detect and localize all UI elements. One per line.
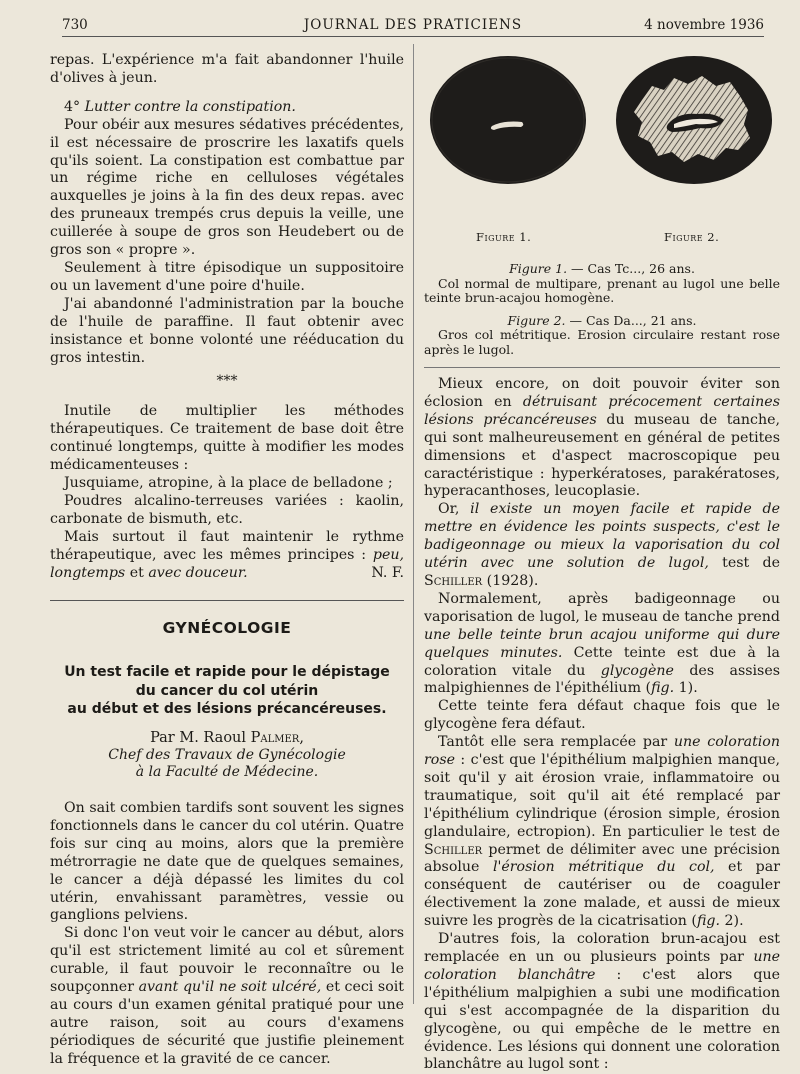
paragraph: Seulement à titre épisodique un suppositoire ou un lavement d'une poire d'huile. <box>50 259 404 294</box>
paragraph: Inutile de multiplier les méthodes thérapeutiques. Ce traitement de base doit être continué longtemps, quitte à modifier les modes médicamenteuses : <box>50 403 404 474</box>
paragraph: Pour obéir aux mesures sédatives précédentes, il est nécessaire de proscrire les laxatifs quels qu'ils soient. La constipation est combattue par un régime riche en celluloses végétales auxquelles je joins à la fin des deux repas. avec des pruneaux trempés crus depuis la veille, une cuillerée à soupe de gros son Heudebert ou de gros son « propre ». <box>50 116 404 259</box>
figure-2-image <box>612 52 777 187</box>
column-divider <box>413 44 414 1004</box>
article-title: Un test facile et rapide pour le dépistage du cancer du col utérin au début et des lésions précancéreuses. <box>64 664 390 718</box>
asterism: *** <box>216 373 238 390</box>
figure-1-caption: Figure 1. — Cas Tc..., 26 ans. Col normal de multipare, prenant au lugol une belle teinte brun-acajou homogène. <box>424 261 780 305</box>
paragraph: Cette teinte fera défaut chaque fois que le glycogène fera défaut. <box>424 698 780 733</box>
paragraph: Mieux encore, on doit pouvoir éviter son éclosion en détruisant précocement certaines lésions précancéreuses du museau de tanche, qui sont malheureusement en général de petites dimensions et d'aspect macroscopique peu caractéristique : hyperkératoses, parakératoses, hyperacanthoses, leucoplasie. <box>424 376 780 500</box>
figure-1-label: Figure 1. <box>476 230 532 244</box>
journal-title: JOURNAL DES PRATICIENS <box>303 17 523 33</box>
paragraph: J'ai abandonné l'administration par la bouche de l'huile de paraffine. Il faut obtenir avec insistance et bonne volonté une rééducation du gros intestin. <box>50 295 404 366</box>
paragraph: Tantôt elle sera remplacée par une coloration rose : c'est que l'épithélium malpighien manque, soit qu'il y ait érosion vraie, inflammatoire ou traumatique, soit qu'il ait été remplacé par l'épithélium cylindrique (érosion simple, érosion glandulaire, ectropion). En particulier le test de Schiller permet de délimiter avec une précision absolue l'érosion métritique du col, et par conséquent de cautériser ou de coaguler électivement la zone malade, et aussi de mieux suivre les progrès de la cicatrisation (fig. 2). <box>424 734 780 930</box>
author-byline: Par M. Raoul Palmer, <box>150 729 304 746</box>
cervix-normal-image <box>426 52 591 187</box>
paragraph: Or, il existe un moyen facile et rapide de mettre en évidence les points suspects, c'est le badigeonnage ou mieux la vaporisation du col utérin avec une solution de lugol, test de Schiller (1928). <box>424 501 781 589</box>
paragraph: Poudres alcalino-terreuses variées : kaolin, carbonate de bismuth, etc. <box>50 492 404 527</box>
section-rule <box>50 600 404 601</box>
paragraph: D'autres fois, la coloration brun-acajou est remplacée en un ou plusieurs points par une coloration blanchâtre : c'est alors que l'épithélium malpighien a subi une modification qui s'est accompagnée de la disparition du glycogène, ou qui empêche de le mettre en évidence. Les lésions qui donnent une coloration blanchâtre au lugol sont : <box>424 931 780 1073</box>
issue-date: 4 novembre 1936 <box>644 17 764 33</box>
right-column <box>424 52 780 1074</box>
paragraph: Si donc l'on veut voir le cancer au début, alors qu'il est strictement limité au col et sûrement curable, il faut pouvoir le reconnaître ou le soupçonner avant qu'il ne soit ulcéré, et ceci soit au cours d'un examen génital pratiqué pour une autre raison, soit au cours d'examens périodiques de sécurité que justifie pleinement la fréquence et la gravité de ce cancer. <box>50 925 404 1067</box>
figure-2-label: Figure 2. <box>664 230 720 244</box>
figure-2-caption: Figure 2. — Cas Da..., 21 ans. Gros col métritique. Erosion circulaire restant rose après le lugol. <box>424 312 780 357</box>
caption-rule <box>424 367 780 368</box>
figure-block <box>424 52 780 262</box>
paragraph: Jusquiame, atropine, à la place de belladone ; <box>64 475 393 492</box>
paragraph: Mais surtout il faut maintenir le rythme thérapeutique, avec les mêmes principes : peu, longtemps et avec douceur. N. F. <box>50 528 404 581</box>
figure-1-image <box>426 52 591 187</box>
author-signature: N. F. <box>371 564 404 581</box>
page-number: 730 <box>62 17 88 33</box>
paragraph: Normalement, après badigeonnage ou vaporisation de lugol, le museau de tanche prend une belle teinte brun acajou uniforme qui dure quelques minutes. Cette teinte est due à la coloration vitale du glycogène des assises malpighiennes de l'épithélium (fig. 1). <box>424 590 781 697</box>
subsection-heading: 4° Lutter contre la constipation. <box>64 98 296 115</box>
author-affiliation: Chef des Travaux de Gynécologie à la Faculté de Médecine. <box>108 746 346 781</box>
paragraph: repas. L'expérience m'a fait abandonner l'huile d'olives à jeun. <box>50 52 404 86</box>
paragraph: On sait combien tardifs sont souvent les signes fonctionnels dans le cancer du col utérin. Quatre fois sur cinq au moins, alors que la première métrorragie ne date que de quelques semaines, le cancer a déjà dépassé les limites du col utérin, envahissant paramètres, vessie ou ganglions pelviens. <box>50 799 404 924</box>
section-heading: GYNÉCOLOGIE <box>162 619 292 638</box>
cervix-erosion-image <box>612 52 777 187</box>
running-header <box>62 14 764 37</box>
left-column <box>50 52 404 1069</box>
